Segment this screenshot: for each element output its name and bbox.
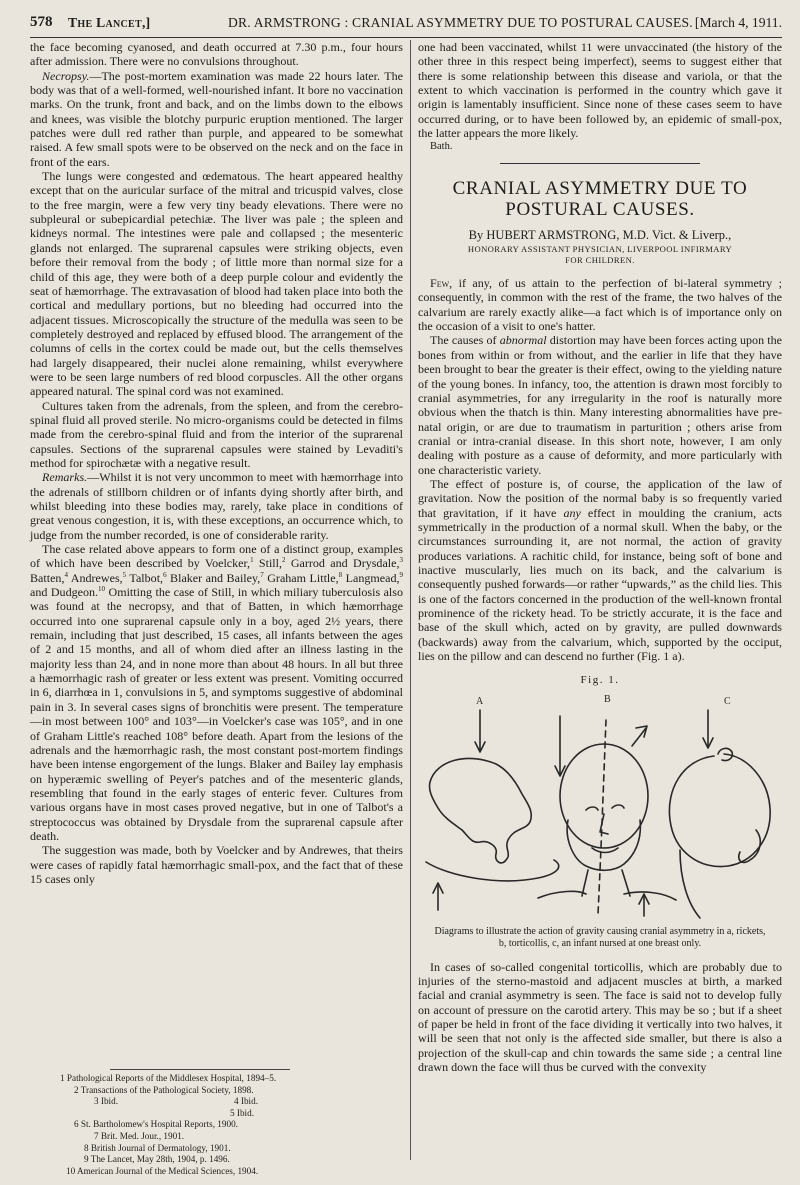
shoulders	[538, 891, 676, 900]
necropsy-label: Necropsy.	[42, 68, 90, 83]
text: if any, of us attain to the perfection of bi-lateral symmetry ; consequently, in common with the rest of the frame, the two halves of the calvarium are rarely exactly alike—a fact which is of importance only on the occasion of a visit to one's hatter.	[418, 276, 782, 334]
paragraph: In cases of so-called congenital torticollis, which are probably due to injuries of the sterno-mastoid and adjacent muscles at birth, a marked facial and cranial asymmetry is seen. The face is said not to develop fully on account of pressure on the carotid artery. This may be so ; but if a sheet of paper be held in front of the face dividing it vertically into two halves, it will be seen that not only is the affected side smaller, but there is also a projection of the skull-cap and chin towards the same side ; a central line drawn down the face will thus be curved with the convexity	[418, 959, 782, 1075]
diagram-c	[669, 710, 770, 918]
paragraph: The lungs were congested and œdematous. The heart appeared healthy except that on the auricular surface of the mitral and tricuspid valves, close to the free margin, were a few very tiny beady elevations. There were no subpleural or subepicardial petechiæ. The liver was pale ; the spleen and kidneys normal. The intestines were pale and collapsed ; the mesenteric glands not enlarged. The suprarenal capsules were striking objects, even before their removal from the body ; of little more than normal size for a child of this age, they were both of a deep purple colour and evidently the seat of hæmorrhage. The extravasation of blood had taken place into both the cortical and medullary portions, but no bleeding had occurred into the adjacent tissues. Microscopically the structure of the medulla was seen to be completely destroyed and replaced by effused blood. The arrangement of the columns of cells in the cortex could be made out, but the cells themselves had largely disappeared, their nuclei alone remaining, whilst everywhere were to be seen large numbers of red blood corpuscles. All the other organs appeared natural. The spinal cord was not examined.	[30, 169, 403, 399]
footnote: 10 American Journal of the Medical Sciences, 1904.	[66, 1165, 259, 1176]
article-separator	[500, 163, 700, 164]
footnote: 5 Ibid.	[230, 1107, 254, 1118]
paragraph-text: —The post-mortem examination was made 22 hours later. The body was that of a well-formed, well-nourished infant. It bore no vaccination marks. On the trunk, front and back, and on the limbs down to the elbows and knees, was visible the blotchy purpuric eruption mentioned. The larger patches were dull red rather than purple, and appeared to be somewhat raised. A few small spots were to be observed on the neck and on the face in front of the ears.	[30, 68, 403, 169]
paragraph-cases	[30, 542, 403, 843]
ref: 2	[282, 556, 286, 565]
ref: 7	[260, 570, 264, 579]
paragraph	[418, 477, 782, 663]
infant-head-outline	[669, 754, 770, 867]
paragraph-opening	[418, 276, 782, 333]
author-affiliation	[418, 244, 782, 266]
jaw-outline	[567, 820, 640, 870]
footnote: 1 Pathological Reports of the Middlesex Hospital, 1894–5.	[60, 1073, 277, 1083]
text: The case related above appears to form one of a distinct group, examples of which have been described by Voelcker,	[30, 542, 403, 571]
opening-word: Few,	[430, 276, 453, 291]
article-title: CRANIAL ASYMMETRY DUE TO POSTURAL CAUSES.	[452, 177, 748, 220]
text: Still,	[253, 556, 282, 571]
ref: 6	[163, 570, 167, 579]
footnote: 4 Ibid.	[234, 1096, 258, 1107]
footnote: 3 Ibid.	[94, 1096, 118, 1107]
text: Andrewes,	[67, 570, 123, 585]
ref: 4	[64, 570, 68, 579]
paragraph: one had been vaccinated, whilst 11 were unvaccinated (the history of the other three in this respect being imperfect), seems to suggest either that there is some relationship between this disease and variola, or that the extent to which vaccination is performed in the country which gave it origin is lamentably insufficient. Since none of these cases seem to have occurred during, or to have been followed by, an epidemic of small-pox, the latter appears the more likely.	[418, 40, 782, 141]
footnote: 6 St. Bartholomew's Hospital Reports, 1900.	[74, 1119, 238, 1130]
ref: 10	[98, 585, 106, 594]
neck	[582, 870, 630, 896]
column-divider	[410, 40, 411, 1160]
diagram-b	[538, 716, 676, 916]
ref: 5	[122, 570, 127, 579]
left-eye	[586, 807, 598, 810]
text: Garrod and Drysdale,	[285, 556, 400, 571]
paragraph: The suggestion was made, both by Voelcker and by Andrewes, that theirs were cases of rapidly fatal hæmorrhagic small-pox, and the fact that of these 15 cases only	[30, 843, 403, 886]
issue-date: [March 4, 1911.	[694, 15, 782, 30]
paragraph: the face becoming cyanosed, and death occurred at 7.30 p.m., four hours after admission. There were no convulsions throughout.	[30, 40, 403, 69]
text: The causes of	[430, 333, 500, 348]
central-line	[598, 720, 606, 914]
text: Omitting the case of Still, in which miliary tuberculosis also was found at the necropsy, and that of Batten, in which hæmorrhage occurred into one suprarenal capsule only in a boy, aged 2½ years, there remain, including that just described, 15 cases, all infants between the ages of 2 and 15 months, and all of whom died after an illness lasting in the majority less than 24, and in none more than about 48 hours. In all but three a hæmorrhagic rash of greater or less extent was present. Vomiting occurred in 6, diarrhœa in 1, convulsions in 5, and symptoms suggestive of abdominal pain in 3. In several cases signs of bronchitis were present. The temperature—in most between 100° and 103°—in Voelcker's case was 105°, and in one of Graham Little's reached 108° before death. Apart from the lesions of the adrenals and the hæmorrhagic rash, the most constant post-mortem findings have been intense engorgement of the lungs. Blaker and Bailey lay emphasis on hyperæmic swelling of Peyer's patches and of the mesenteric glands, resembling that found in the early stages of enteric fever. Cultures from various organs have in most cases proved negative, but in one of Talbot's a streptococcus was obtained by Drysdale from the suprarenal capsule after death.	[30, 585, 403, 843]
text: Langmead,	[342, 570, 400, 585]
figure-diagrams	[418, 690, 782, 922]
text: Graham Little,	[263, 570, 339, 585]
footnote: 2 Transactions of the Pathological Society, 1898.	[74, 1084, 254, 1095]
fig-label-b: B	[604, 693, 611, 705]
emphasis: abnormal	[499, 333, 547, 348]
text: Batten,	[30, 570, 65, 585]
right-column	[418, 40, 782, 1074]
ref: 1	[250, 556, 254, 565]
page-number: 578	[30, 14, 53, 30]
text: and Dudgeon.	[30, 585, 99, 600]
remarks-label: Remarks.	[42, 470, 88, 485]
ref: 3	[399, 556, 404, 565]
text: distortion may have been forces acting upon the bones from within or from without, and the earlier in life that they have been brought to bear the greater is their effect, owing to the yielding nature of the young bones. In infancy, too, the attention is drawn most forcibly to cranial asymmetries, for any irregularity in the roof is naturally more obvious when the thatch is thin. Many interesting abnormalities have pre-natal origin, or are due to traumatism in parturition ; others arise from cranial or intra-cranial disease. In this short note, however, I am only dealing with posture as a cause of deformity, and more particularly with one characteristic variety.	[418, 333, 782, 477]
footnote-pair	[60, 1096, 400, 1108]
footnote-rule	[110, 1069, 290, 1070]
ref: 8	[338, 570, 343, 579]
journal-name: The Lancet,]	[68, 15, 151, 30]
figure-label: Fig. 1.	[580, 674, 620, 687]
fig-label-c: C	[724, 695, 731, 707]
affiliation-line: HONORARY ASSISTANT PHYSICIAN, LIVERPOOL INFIRMARY	[467, 244, 733, 255]
paragraph-necropsy	[30, 69, 403, 169]
header-rule	[30, 37, 782, 38]
paragraph-text: —Whilst it is not very uncommon to meet with hæmorrhage into the adrenals of stillborn children or of infants dying shortly after birth, and whilst bleeding into these bodies may, rarely, take place in conditions of great venous congestion, it is, with these exceptions, an occurrence which, to judge from the number recorded, is one of considerable rarity.	[30, 470, 403, 542]
text: The effect of posture is, of course, the application of the law of gravitation. Now the position of the normal baby is so frequently varied that gravitation, if it have	[418, 476, 782, 520]
footnote: 9 The Lancet, May 28th, 1904, p. 1496.	[84, 1154, 230, 1165]
diagram-a	[426, 710, 559, 910]
paragraph-remarks	[30, 470, 403, 542]
footnote: 8 British Journal of Dermatology, 1901.	[84, 1142, 231, 1153]
affiliation-line: FOR CHILDREN.	[565, 255, 635, 266]
running-header	[30, 10, 782, 36]
paragraph	[418, 333, 782, 476]
footnotes	[60, 1073, 400, 1177]
figure-caption: Diagrams to illustrate the action of gravity causing cranial asymmetry in a, rickets, b, torticollis, c, an infant nursed at one breast only.	[434, 925, 766, 949]
rickets-head-outline	[429, 758, 531, 862]
right-eye	[612, 805, 624, 808]
footnote: 7 Brit. Med. Jour., 1901.	[94, 1130, 185, 1141]
left-column	[30, 40, 403, 886]
text: Talbot,	[126, 570, 164, 585]
paragraph: Cultures taken from the adrenals, from the spleen, and from the cerebro-spinal fluid all proved sterile. No micro-organisms could be detected in films made from the cerebro-spinal fluid and from the interior of the suprarenal capsules. Sections of the suprarenal capsules were stained by Levaditi's method for spirochætæ with a negative result.	[30, 398, 403, 470]
emphasis: any	[563, 505, 581, 520]
rickets-pillow	[426, 860, 559, 881]
text: effect in moulding the cranium, acts symmetrically in the production of a normal skull. When the baby, or the circumstances surrounding it, are not normal, the action of gravity produces variations. A rachitic child, for instance, being soft of bone and inactive muscularly, lies much on its back, and the calvarium is consequently pushed forwards—or rather “upwards,” as the child lies. This is one of the factors concerned in the production of the well-known frontal prominence of the rickety head. To be strictly accurate, it is the face and base of the skull which, acted on by gravity, are pulled downwards (backwards) away from the calvarium, which, supported by the occiput, lies on the pillow and can descend no further (Fig. 1 a).	[418, 505, 782, 664]
fig-label-a: A	[476, 695, 484, 707]
text: Blaker and Bailey,	[166, 570, 261, 585]
ref: 9	[399, 570, 403, 579]
author-location: Bath.	[430, 141, 453, 153]
figure-1	[418, 690, 782, 922]
article-byline: By HUBERT ARMSTRONG, M.D. Vict. & Liverp.,	[468, 227, 732, 242]
running-title: DR. ARMSTRONG : CRANIAL ASYMMETRY DUE TO POSTURAL CAUSES.	[228, 15, 693, 30]
